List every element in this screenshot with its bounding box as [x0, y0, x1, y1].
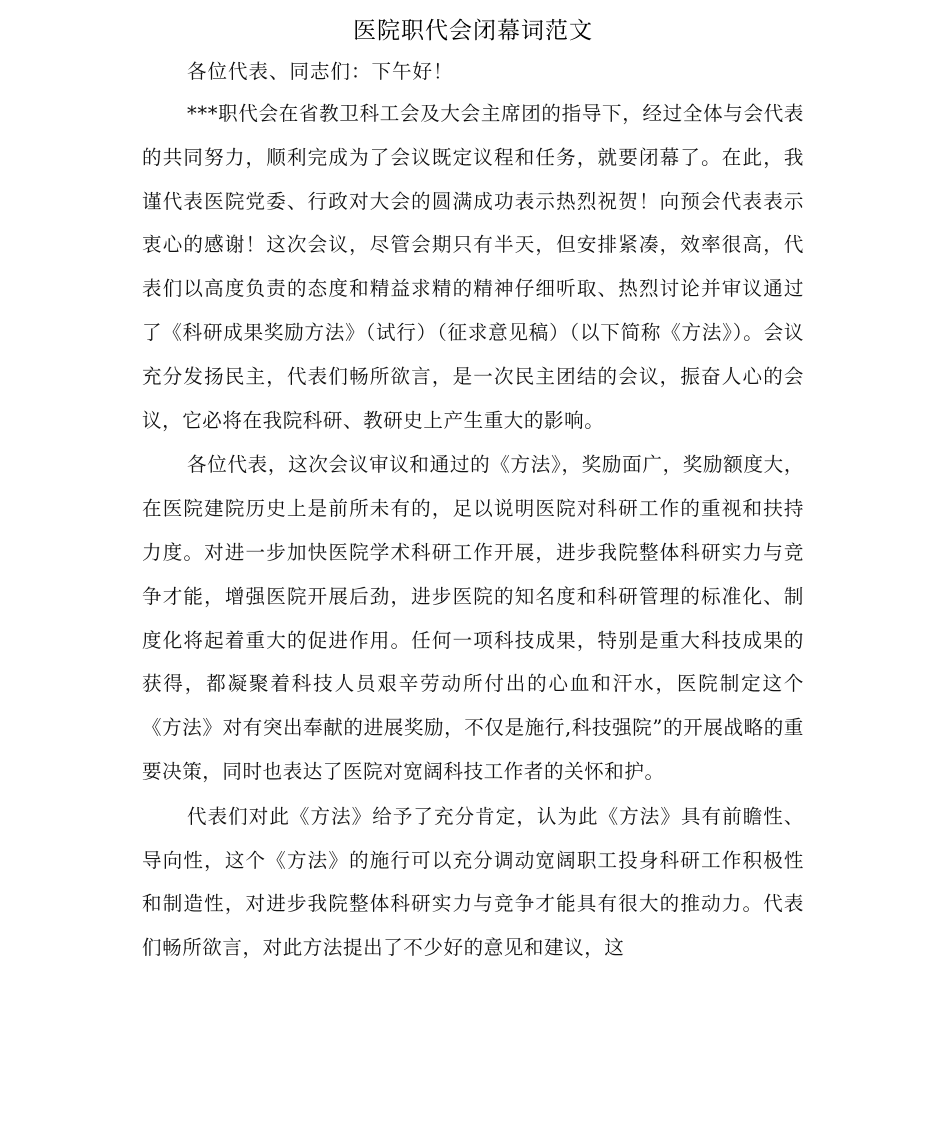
body-paragraph-2: 各位代表，这次会议审议和通过的《方法》，奖励面广，奖励额度大，在医院建院历史上是前所未有的，足以说明医院对科研工作的重视和扶持力度。对进一步加快医院学术科研工作开展，进步我院整体科研实力与竞争才能，增强医院开展后劲，进步医院的知名度和科研管理的标准化、制度化将起着重大的促进作用。任何一项科技成果，特别是重大科技成果的获得，都凝聚着科技人员艰辛劳动所付出的心血和汗水，医院制定这个《方法》对有突出奉献的进展奖励，不仅是施行,科技强院”的开展战略的重要决策，同时也表达了医院对宽阔科技工作者的关怀和护。: [142, 453, 804, 783]
body-paragraph-3: 代表们对此《方法》给予了充分肯定，认为此《方法》具有前瞻性、导向性，这个《方法》的施行可以充分调动宽阔职工投身科研工作积极性和制造性，对进步我院整体科研实力与竞争才能具有很大的推动力。代表们畅所欲言，对此方法提出了不少好的意见和建议，这: [142, 804, 804, 960]
document-title: 医院职代会闭幕词范文: [353, 18, 593, 44]
document-page: [142, 14, 804, 971]
body-paragraph-1: ***职代会在省教卫科工会及大会主席团的指导下，经过全体与会代表的共同努力，顺利完成为了会议既定议程和任务，就要闭幕了。在此，我谨代表医院党委、行政对大会的圆满成功表示热烈祝贺！向预会代表表示衷心的感谢！这次会议，尽管会期只有半天，但安排紧凑，效率很高，代表们以高度负责的态度和精益求精的精神仔细听取、热烈讨论并审议通过了《科研成果奖励方法》（试行）（征求意见稿）（以下简称《方法》）。会议充分发扬民主，代表们畅所欲言，是一次民主团结的会议，振奋人心的会议，它必将在我院科研、教研史上产生重大的影响。: [142, 102, 804, 432]
greeting-line: 各位代表、同志们：下午好！: [187, 60, 454, 83]
